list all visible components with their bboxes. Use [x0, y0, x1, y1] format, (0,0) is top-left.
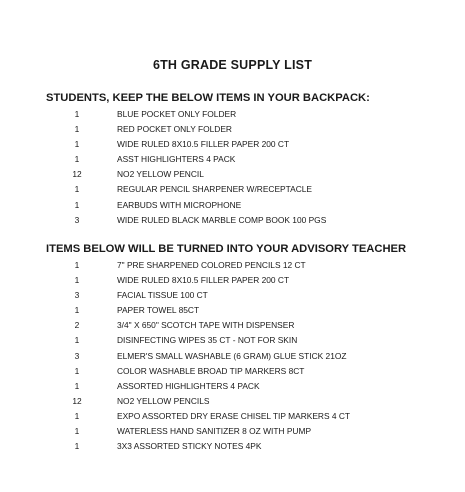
item-quantity: 1 — [74, 410, 80, 421]
list-item — [0, 333, 465, 348]
list-item — [0, 394, 465, 409]
list-item — [0, 137, 465, 152]
list-item — [0, 409, 465, 424]
item-description: NO2 YELLOW PENCIL — [117, 169, 204, 180]
list-item — [0, 152, 465, 167]
item-quantity: 1 — [74, 365, 80, 376]
item-description: 3/4" X 650" SCOTCH TAPE WITH DISPENSER — [117, 320, 295, 331]
list-item — [0, 288, 465, 303]
item-quantity: 1 — [74, 305, 80, 316]
section-heading-backpack: STUDENTS, KEEP THE BELOW ITEMS IN YOUR BACKPACK: — [46, 92, 370, 104]
list-item — [0, 379, 465, 394]
item-quantity: 2 — [74, 320, 80, 331]
backpack-items-list — [0, 107, 465, 228]
item-quantity: 1 — [74, 199, 80, 210]
list-item — [0, 258, 465, 273]
item-description: WIDE RULED 8X10.5 FILLER PAPER 200 CT — [117, 139, 290, 150]
list-item — [0, 107, 465, 122]
item-description: DISINFECTING WIPES 35 CT - NOT FOR SKIN — [117, 335, 298, 346]
item-quantity: 1 — [74, 154, 80, 165]
item-quantity: 1 — [74, 426, 80, 437]
list-item — [0, 198, 465, 213]
item-description: WIDE RULED BLACK MARBLE COMP BOOK 100 PGS — [117, 214, 327, 225]
item-quantity: 3 — [74, 350, 80, 361]
item-description: COLOR WASHABLE BROAD TIP MARKERS 8CT — [117, 365, 305, 376]
item-description: FACIAL TISSUE 100 CT — [117, 290, 208, 301]
item-description: WIDE RULED 8X10.5 FILLER PAPER 200 CT — [117, 275, 290, 286]
list-item — [0, 318, 465, 333]
section-heading-advisory: ITEMS BELOW WILL BE TURNED INTO YOUR ADVISORY TEACHER — [46, 243, 407, 255]
item-quantity: 1 — [74, 335, 80, 346]
item-description: ELMER'S SMALL WASHABLE (6 GRAM) GLUE STICK 21OZ — [117, 350, 347, 361]
page-title: 6TH GRADE SUPPLY LIST — [152, 58, 313, 72]
item-description: 7" PRE SHARPENED COLORED PENCILS 12 CT — [117, 260, 306, 270]
item-quantity: 3 — [74, 214, 80, 225]
list-item — [0, 182, 465, 197]
item-description: ASST HIGHLIGHTERS 4 PACK — [117, 154, 236, 165]
item-description: EARBUDS WITH MICROPHONE — [117, 199, 242, 210]
item-quantity: 1 — [74, 380, 80, 391]
item-description: PAPER TOWEL 85CT — [117, 305, 200, 316]
item-description: ASSORTED HIGHLIGHTERS 4 PACK — [117, 380, 260, 391]
item-quantity: 12 — [72, 169, 82, 180]
item-description: NO2 YELLOW PENCILS — [117, 395, 210, 406]
item-quantity: 1 — [74, 441, 80, 452]
item-quantity: 1 — [74, 124, 80, 135]
list-item — [0, 364, 465, 379]
list-item — [0, 273, 465, 288]
item-description: BLUE POCKET ONLY FOLDER — [117, 109, 237, 119]
item-quantity: 1 — [74, 139, 80, 150]
list-item — [0, 424, 465, 439]
list-item — [0, 303, 465, 318]
list-item — [0, 349, 465, 364]
item-quantity: 1 — [74, 260, 80, 270]
item-description: EXPO ASSORTED DRY ERASE CHISEL TIP MARKERS 4 CT — [117, 410, 351, 421]
item-description: REGULAR PENCIL SHARPENER W/RECEPTACLE — [117, 184, 312, 195]
list-item — [0, 213, 465, 228]
item-quantity: 3 — [74, 290, 80, 301]
list-item — [0, 122, 465, 137]
item-description: WATERLESS HAND SANITIZER 8 OZ WITH PUMP — [117, 426, 312, 437]
item-quantity: 12 — [72, 395, 82, 406]
list-item — [0, 167, 465, 182]
advisory-items-list — [0, 258, 465, 454]
list-item — [0, 439, 465, 454]
item-description: RED POCKET ONLY FOLDER — [117, 124, 232, 135]
item-quantity: 1 — [74, 184, 80, 195]
item-quantity: 1 — [74, 109, 80, 119]
item-quantity: 1 — [74, 275, 80, 286]
item-description: 3X3 ASSORTED STICKY NOTES 4PK — [117, 441, 262, 452]
